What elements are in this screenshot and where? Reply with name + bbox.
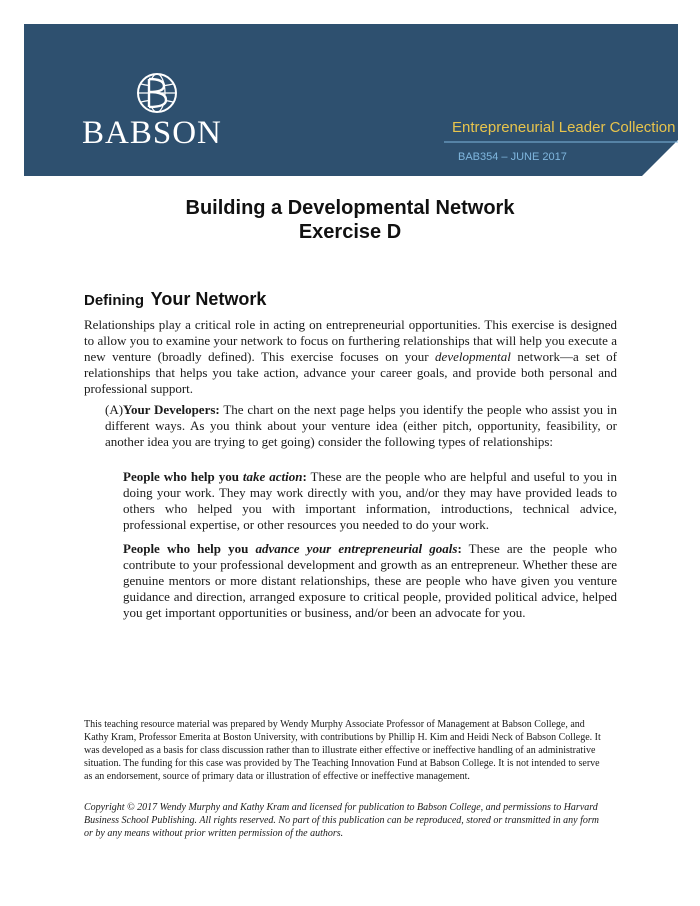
case-code: BAB354 – JUNE 2017 [458,151,567,163]
item-a-paragraph [105,402,617,450]
section-heading-prefix: Defining [84,292,144,309]
collection-name: Entrepreneurial Leader Collection [452,119,676,136]
advance-goals-lead [123,541,462,556]
take-action-term: take action [242,469,303,484]
take-action-lead-text: People who help you [123,469,243,484]
section-heading [84,286,266,310]
advance-goals-lead-text: People who help you [123,541,256,556]
take-action-colon: : [302,469,307,484]
intro-italic-term: developmental [435,349,511,364]
intro-text-1: Relationships play a critical role in acting on entrepreneurial opportunities. This exercise is designed to allow you to examine your network to focus on furthering relationships that will help you execute a new venture (broadly defined). This exercise focuses on your [84,317,617,364]
brand-logo-text: BABSON [82,115,222,151]
section-heading-main: Your Network [150,289,267,309]
footer-copyright: Copyright © 2017 Wendy Murphy and Kathy Kram and licensed for publication to Babson College, and permissions to Harvard Business School Publishing. All rights reserved. No part of this publication can be reproduced, stored or transmitted in any form or by any means without prior written permission of the authors. [84,802,599,839]
take-action-paragraph [123,469,617,533]
title-line-1: Building a Developmental Network [185,197,515,219]
advance-goals-colon: : [457,541,462,556]
header-banner [24,24,678,176]
document-title [0,196,700,244]
take-action-lead [123,469,307,484]
advance-goals-term: advance your entrepreneurial goals [255,541,458,556]
item-a-label: Your Developers: [123,402,220,417]
banner-background [24,24,678,176]
item-a-marker: (A) [105,402,124,417]
advance-goals-paragraph [123,541,617,621]
advance-goals-text: These are the people who contribute to your professional development and growth as an entrepreneur. Whether these are genuine mentors or more distant relationships, these are people who have given you venture guidance and direction, arranged exposure to critical people, provided political advice, helped you get important opportunities or business, and/or been an advocate for you. [123,541,617,620]
globe-icon [136,72,178,114]
intro-text-2: network—a set of relationships that helps you take action, advance your career goals, and provide both personal and professional support. [84,349,618,396]
take-action-text: These are the people who are helpful and useful to you in doing your work. They may work directly with you, and/or they may have provided leads to others who helped you with important information, introductions, technical advice, professional expertise, or other resources you needed to do your work. [123,469,617,532]
intro-paragraph [84,317,617,397]
footer-note: This teaching resource material was prepared by Wendy Murphy Associate Professor of Management at Babson College, and Kathy Kram, Professor Emerita at Boston University, with contributions by Phillip H. Kim and Heidi Neck of Babson College. It was developed as a basis for class discussion rather than to illustrate either effective or ineffective handling of an administrative situation. The funding for this case was provided by The Teaching Innovation Fund at Babson College. It is not intended to serve as an endorsement, source of primary data or illustration of effective or ineffective management. [84,719,601,782]
title-line-2: Exercise D [298,221,402,243]
item-a-text: The chart on the next page helps you identify the people who assist you in different ways. As you think about your venture idea (either pitch, opportunity, feasibility, or another idea you are trying to get going) consider the following types of relationships: [105,402,617,449]
